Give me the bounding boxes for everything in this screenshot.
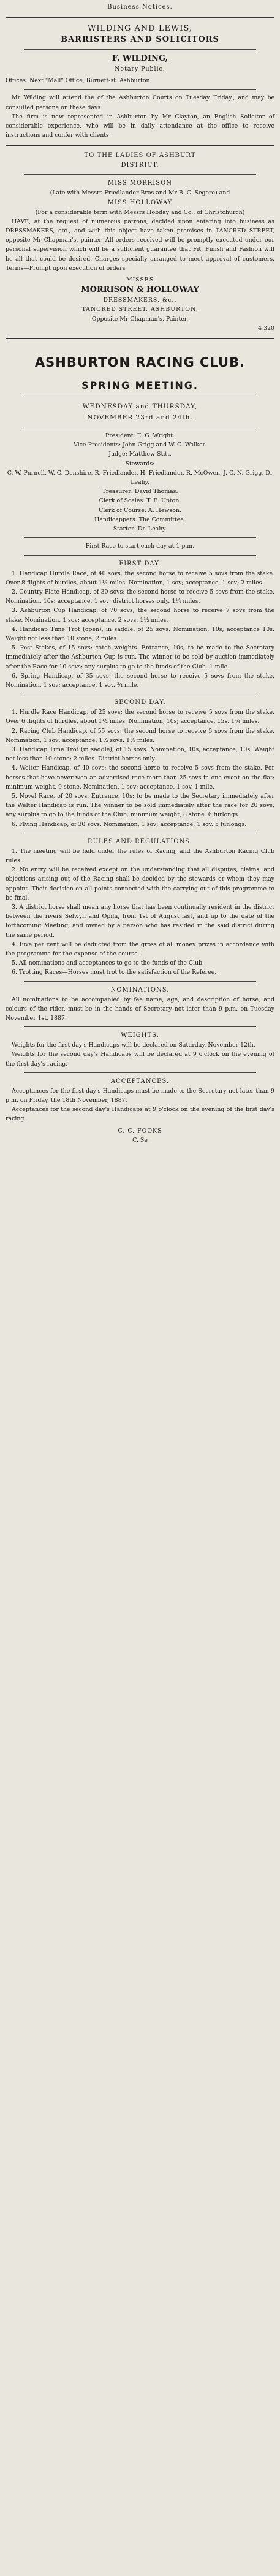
morrison-name: MISS MORRISON [107, 180, 173, 187]
address-line: TANCRED STREET, ASHBURTON, [81, 306, 199, 313]
race-item: 4. Handicap Time Trot (open), in saddle, of 25 sovs. Nomination, 10s; acceptance 10s. Weight not less than 10 stone; 2 miles. [6, 625, 274, 642]
meeting-days: WEDNESDAY and THURSDAY, [82, 403, 198, 411]
race-item: 2. Racing Club Handicap, of 55 sovs; the second horse to receive 5 sovs from the stake. Nomination, 1 sov; acceptance, 1½ sovs. 1½ miles. [6, 727, 274, 744]
weights-text: Weights for the first day's Handicaps will be declared on Saturday, November 12th. [12, 1042, 255, 1049]
partner-name: F. WILDING, [112, 54, 168, 63]
divider [24, 49, 256, 50]
official-line: Treasurer: David Thomas. [102, 488, 178, 495]
rule-item: 2. No entry will be received except on the understanding that all disputes, claims, and objections arising out of the Racing shall be decided by the stewards or whom they may appoint. Their decision on all points connected with the carrying out of this programme to be final. [6, 866, 274, 901]
divider [24, 1072, 256, 1073]
official-line: Clerk of Course: A. Hewson. [99, 506, 181, 514]
offices-line: Offices: Next "Mall" Office, Burnett-st. Ashburton. [6, 77, 152, 85]
day1-races [6, 569, 274, 690]
nominations-text: All nominations to be accompanied by fee name, age, and description of horse, and colours of the rider, must be in the hands of Secretary not later than 9 p.m. on Tuesday November 1st, 1887. [6, 996, 274, 1022]
divider [24, 174, 256, 175]
race-item: 4. Welter Handicap, of 40 sovs; the second horse to receive 5 sovs from the stake. For horses that have never won an advertised race more than 25 sovs in one event on the flat; minimum weight, 9 stone. Nomination, 1 sov; acceptance, 1 sov. 1 mile. [6, 765, 274, 790]
race-item: 2. Country Plate Handicap, of 30 sovs; the second horse to receive 5 sovs from the stake. Nomination, 10s; acceptance, 1 sov; district horses only. 1¼ miles. [6, 588, 274, 605]
holloway-name: MISS HOLLOWAY [107, 199, 173, 206]
acceptances-text: Acceptances for the first day's Handicaps must be made to the Secretary not later than 9 p.m. on Friday, the 18th November, 1887. [6, 1087, 274, 1104]
signature-title: C. Se [132, 1136, 148, 1144]
official-line: Clerk of Scales: T. E. Upton. [99, 497, 181, 505]
divider [6, 338, 274, 339]
signature: C. C. FOOKS [118, 1127, 162, 1134]
weights-heading: WEIGHTS. [121, 1032, 159, 1039]
first-race-note: First Race to start each day at 1 p.m. [85, 543, 195, 550]
divider [24, 555, 256, 556]
acceptances-heading: ACCEPTANCES. [110, 1077, 170, 1085]
dressmakers-body: HAVE, at the request of numerous patrons, decided upon entering into business as DRESSMAKERS, etc., and with this object have taken premises in TANCRED STREET, opposite Mr Chapman's, painter. All orders received will be promptly executed under our personal supervision which will be a sufficient guarantee that Fit, Finish and Fashion will be all that could be desired. Charges specially arranged to meet approval of customers. Terms—Prompt upon execution of orders [6, 218, 274, 272]
official-line: Starter: Dr. Leahy. [113, 526, 167, 533]
race-item: 5. Novel Race, of 20 sovs. Entrance, 10s; to be made to the Secretary immediately after the Welter Handicap is run. The winner to be sold immediately after the race for 20 sovs; any surplus to go to the funds of the Club; minimum weight, 8 stone. 6 furlongs. [6, 792, 274, 819]
racing-club-advert [6, 354, 274, 1145]
day-heading: SECOND DAY. [114, 699, 166, 706]
club-title: ASHBURTON RACING CLUB. [34, 355, 246, 370]
official-line: Stewards: [125, 460, 155, 467]
rule-item: 5. All nominations and acceptances to go to the funds of the Club. [12, 960, 205, 967]
divider [6, 145, 274, 146]
advert-ref: 4 320 [258, 324, 274, 332]
rule-item: 6. Trotting Races—Horses must trot to the satisfaction of the Referee. [12, 969, 217, 976]
race-item: 1. Handicap Hurdle Race, of 40 sovs; the second horse to receive 5 sovs from the stake. Over 8 flights of hurdles, about 1½ miles. Nomination, 1 sov; acceptance, 1 sov; 2 miles. [6, 570, 274, 586]
day2-races [6, 708, 274, 829]
race-item: 3. Handicap Time Trot (in saddle), of 15 sovs. Nomination, 10s; acceptance, 10s. Weight not less than 10 stone; 2 miles. District horses only. [6, 746, 274, 763]
official-line: C. W. Purnell, W. C. Denshire, R. Friedlander, H. Friedlander, R. McOwen, J. C. N. Grigg, Dr Leahy. [7, 469, 273, 486]
race-item: 1. Hurdle Race Handicap, of 25 sovs; the second horse to receive 5 sovs from the stake. Over 6 flights of hurdles, about 1½ miles. Nomination, 10s; acceptance, 15s. 1¾ miles. [6, 709, 274, 725]
day-heading: FIRST DAY. [119, 560, 161, 567]
representation-paragraph: The firm is now represented in Ashburton by Mr Clayton, an English Solicitor of considerable experience, who will be in daily attendance at the office to receive instructions and confer with clients [6, 113, 274, 139]
meeting-dates: NOVEMBER 23rd and 24th. [87, 414, 193, 422]
rule-item: 1. The meeting will be held under the rules of Racing, and the Ashburton Racing Club rules. [6, 847, 274, 864]
rule-item: 4. Five per cent will be deducted from the gross of all money prizes in accordance with the programme for the expense of the course. [6, 941, 274, 958]
opposite-line: Opposite Mr Chapman's, Painter. [91, 315, 189, 323]
race-item: 5. Post Stakes, of 15 sovs; catch weights. Entrance, 10s; to be made to the Secretary immediately after the Ashburton Cup is run. The winner to be sold by auction immediately after the Race for 10 sovs; any surplus to go to the funds of the Club. 1 mile. [6, 644, 274, 670]
official-line: Vice-Presidents: John Grigg and W. C. Walker. [74, 441, 206, 449]
divider [24, 537, 256, 538]
partner-role: Notary Public. [115, 66, 165, 72]
ladies-heading-2: DISTRICT. [121, 162, 159, 169]
firm-name: MORRISON & HOLLOWAY [81, 285, 199, 295]
ladies-heading: TO THE LADIES OF ASHBURT [84, 152, 196, 159]
official-line: President: E. G. Wright. [105, 432, 175, 440]
wilding-advert [6, 23, 274, 140]
newspaper-column [0, 0, 280, 1145]
meeting-title: SPRING MEETING. [81, 380, 199, 392]
race-item: 6. Spring Handicap, of 35 sovs; the second horse to receive 5 sovs from the stake. Nomination, 1 sov; acceptance, 1 sov. ¾ mile. [6, 672, 274, 689]
divider [24, 89, 256, 90]
dressmakers-advert [6, 151, 274, 333]
weights-text: Weights for the second day's Handicaps will be declared at 9 o'clock on the evening of the first day's racing. [6, 1051, 274, 1068]
divider [24, 981, 256, 982]
firm-subtitle: BARRISTERS AND SOLICITORS [61, 35, 219, 44]
official-line: Handicappers: The Committee. [94, 516, 186, 523]
morrison-note: (Late with Messrs Friedlander Bros and Mr B. C. Segere) and [50, 189, 230, 197]
holloway-note: (For a considerable term with Messrs Hobday and Co., of Christchurch) [35, 208, 245, 216]
trade-line: DRESSMAKERS, &c., [103, 297, 177, 304]
firm-title: WILDING AND LEWIS, [87, 24, 193, 33]
official-line: Judge: Matthew Stitt. [108, 451, 172, 458]
misses-label: MISSES [126, 277, 154, 284]
acceptances-text: Acceptances for the second day's Handicaps at 9 o'clock on the evening of the first day's racing. [6, 1106, 274, 1123]
rules-list [6, 847, 274, 977]
officials-list [6, 431, 274, 533]
divider [24, 1026, 256, 1027]
nominations-heading: NOMINATIONS. [110, 986, 170, 993]
attendance-paragraph: Mr Wilding will attend the of the Ashburton Courts on Tuesday Friday., and may be consulted persona on these days. [6, 94, 274, 111]
race-item: 6. Flying Handicap, of 30 sovs. Nomination, 1 sov; acceptance, 1 sov. 5 furlongs. [12, 820, 247, 828]
rules-heading: RULES AND REGULATIONS. [88, 838, 192, 845]
divider [6, 17, 274, 18]
rule-item: 3. A district horse shall mean any horse that has been continually resident in the district between the rivers Selwyn and Opihi, from 1st of August last, and up to the date of the forthcoming Meeting, and owned by a person who has resided in the said district during the same period. [6, 904, 274, 939]
section-header: Business Notices. [107, 4, 173, 10]
race-item: 3. Ashburton Cup Handicap, of 70 sovs; the second horse to receive 7 sovs from the stake. Nomination, 1 sov; acceptance, 2 sovs. 1½ miles. [6, 607, 274, 624]
